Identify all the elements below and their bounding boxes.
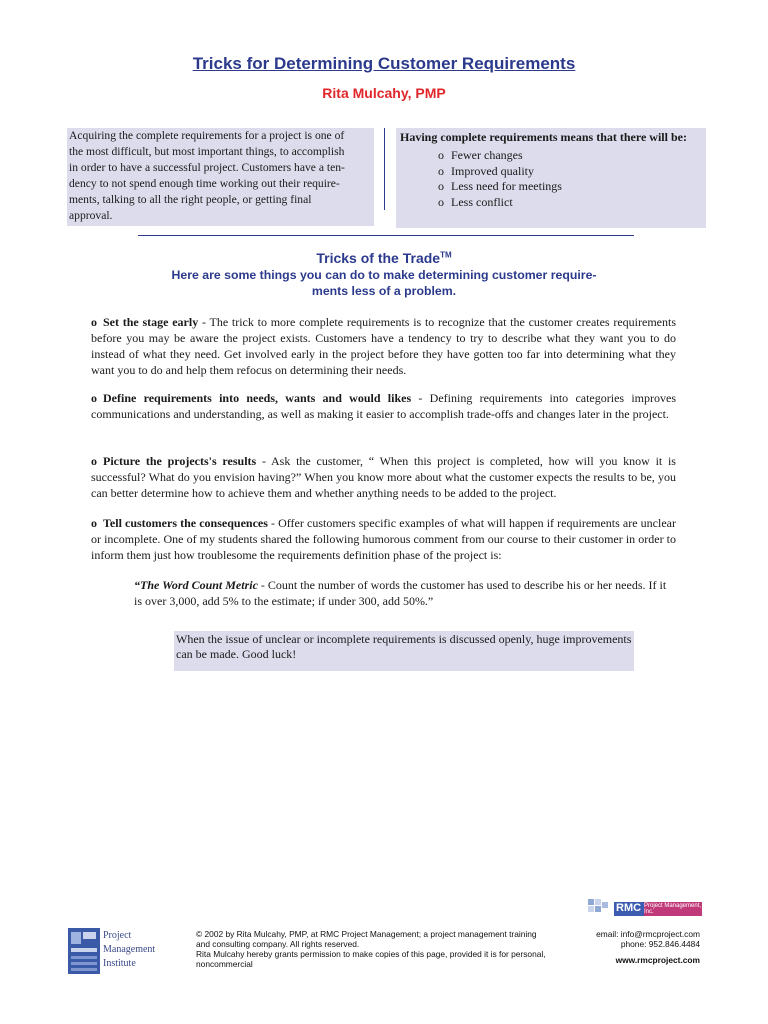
copyright-line: noncommercial (196, 959, 253, 969)
horizontal-divider (138, 235, 634, 236)
list-item-label: Less conflict (451, 194, 513, 209)
quote-title: “The Word Count Metric (134, 578, 258, 592)
trick-item (91, 515, 676, 563)
trick-heading: Tell customers the consequences (103, 516, 268, 530)
bullet-marker: o (91, 454, 97, 468)
list-item-label: Improved quality (451, 163, 534, 178)
list-item-label: Less need for meetings (451, 179, 562, 193)
closing-box: When the issue of unclear or incomplete requirements is discussed openly, huge improvements can be made. Good luck! (174, 631, 634, 671)
list-item (438, 148, 702, 164)
intro-line: dency to not spend enough time working out their require- (69, 177, 340, 190)
requirements-title: Having complete requirements means that there will be: (400, 130, 687, 144)
copyright-notice (196, 929, 576, 969)
trick-text: - Defining requirements into categories improves communications and understanding, as well as making it easier to accomplish trade-offs and changes later in the project. (91, 391, 677, 421)
bullet-marker: o (438, 179, 444, 193)
list-item (438, 164, 702, 180)
trick-heading: Picture the projects's results (103, 454, 257, 468)
rmc-logo (586, 896, 704, 922)
bullet-marker: o (91, 391, 97, 405)
trick-text: - Offer customers specific examples of what will happen if requirements are unclear or incomplete. One of my students shared the following humorous comment from our course to their customer in order to inform them just how troublesome the requirements definition phase of the project is: (91, 516, 676, 562)
contact-info (560, 929, 700, 965)
bullet-marker: o (438, 148, 444, 162)
list-item (438, 195, 702, 211)
intro-line: approval. (69, 209, 113, 222)
trick-item (91, 314, 676, 378)
pmi-logo-line: Management (103, 944, 156, 955)
email-text: email: info@rmcproject.com (596, 929, 700, 939)
website-link[interactable]: www.rmcproject.com (615, 955, 700, 965)
trick-heading: Set the stage early (103, 315, 199, 329)
copyright-line: and consulting company. All rights reserved. (196, 939, 360, 949)
copyright-line: © 2002 by Rita Mulcahy, PMP, at RMC Project Management; a project management training (196, 929, 537, 939)
pmi-logo (68, 928, 158, 974)
trick-heading: Define requirements into needs, wants and would likes (103, 391, 412, 405)
intro-line: Acquiring the complete requirements for a project is one of (69, 129, 345, 142)
pmi-logo-line: Project (103, 930, 132, 941)
bullet-marker: o (438, 194, 444, 209)
intro-line: in order to have a successful project. Customers have a ten- (69, 161, 345, 174)
bullet-marker: o (438, 163, 444, 178)
section-title-text: Tricks of the Trade (316, 250, 441, 266)
trick-text: - The trick to more complete requirements is to recognize that the customer creates requirements before you may be aware the project exists. Customers have a tendency to try to describe what they want you to do instead of what they need. Get involved early in the project before they have gotten too far into determining what they want you to do and help them refocus on determining their needs. (91, 315, 676, 377)
bullet-marker: o (91, 315, 97, 329)
intro-box (67, 128, 374, 226)
section-title (0, 250, 768, 266)
quote-text: - Count the number of words the customer has used to describe his or her needs. If it is over 3,000, add 5% to the estimate; if under 300, add 50%.” (134, 578, 667, 608)
bullet-marker: o (91, 516, 97, 530)
copyright-line: Rita Mulcahy hereby grants permission to make copies of this page, provided it is for personal, (196, 949, 546, 959)
list-item-label: Fewer changes (451, 148, 523, 162)
trick-text: - Ask the customer, “ When this project is completed, how will you know it is successful? What do you envision having?” When you know more about what the customer expects the results to be, you can better determine how to achieve them and whether anything needs to be added to the project. (91, 454, 676, 500)
requirements-box (396, 128, 706, 228)
requirements-list (438, 148, 702, 210)
rmc-logo-subtext: Project Management, Inc. (644, 903, 702, 915)
pmi-logo-text (103, 929, 159, 971)
page-title: Tricks for Determining Customer Requirements (192, 54, 576, 73)
word-count-quote (134, 577, 674, 609)
pmi-logo-line: Institute (103, 958, 136, 969)
author-name: Rita Mulcahy, PMP (322, 85, 446, 101)
intro-line: the most difficult, but most important things, to accomplish (69, 145, 345, 158)
trick-item (91, 453, 676, 501)
rmc-logo-text: RMC (616, 902, 642, 914)
vertical-divider (384, 128, 385, 210)
trademark-mark: TM (440, 250, 452, 260)
intro-line: ments, talking to all the right people, or getting final (69, 193, 312, 206)
section-subtitle: Here are some things you can do to make determining customer require-ments less of a problem. (171, 268, 597, 298)
trick-item (91, 390, 676, 422)
list-item (438, 179, 702, 195)
phone-text: phone: 952.846.4484 (620, 939, 700, 949)
